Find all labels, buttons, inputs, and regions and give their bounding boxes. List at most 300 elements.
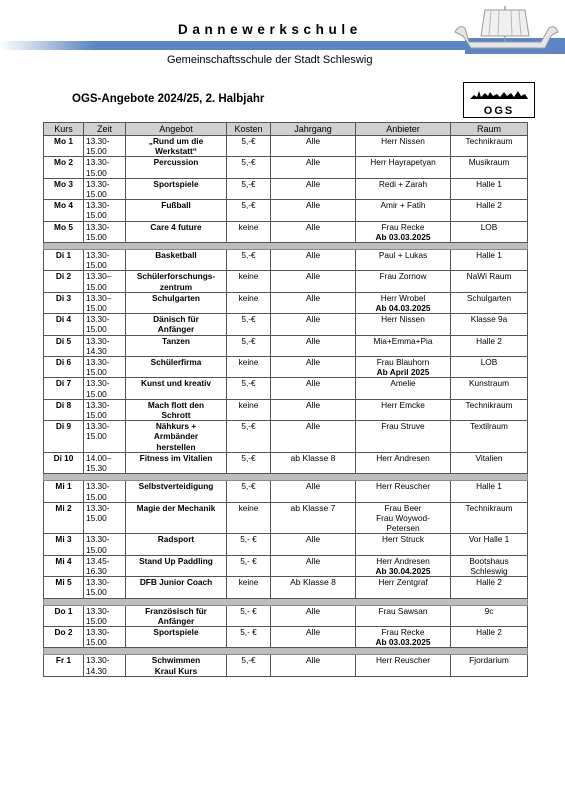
time-line: 14.30: [86, 665, 107, 676]
time-line: 13.30-: [86, 502, 110, 513]
course-id: Do 1: [44, 605, 84, 626]
offer-line: Nähkurs +: [155, 421, 197, 432]
course-provider: [356, 655, 451, 676]
course-time: [84, 178, 126, 199]
course-cost: keine: [227, 221, 271, 242]
provider-line: Herr Andresen: [376, 452, 430, 463]
course-time: [84, 452, 126, 473]
time-line: 13.30–: [86, 271, 112, 282]
time-line: 15.00: [86, 260, 107, 271]
table-row: [44, 626, 528, 647]
table-row: [44, 335, 528, 356]
provider-line: Frau Zornow: [379, 271, 427, 282]
time-line: 15.00: [86, 146, 107, 157]
time-line: 13.30-: [86, 378, 110, 389]
time-line: 14.30: [86, 345, 107, 356]
course-time: [84, 399, 126, 420]
course-grade: Alle: [271, 534, 356, 555]
time-line: 13.30-: [86, 605, 110, 616]
time-line: 15.00: [86, 231, 107, 242]
course-room: [451, 271, 528, 292]
course-provider: [356, 271, 451, 292]
course-time: [84, 357, 126, 378]
separator-cell: [44, 243, 528, 250]
course-offer: [126, 314, 227, 335]
time-line: 15.00: [86, 167, 107, 178]
offer-line: DFB Junior Coach: [139, 577, 213, 588]
room-line: Schulgarten: [466, 292, 512, 303]
table-row: [44, 481, 528, 502]
table-row: [44, 378, 528, 399]
course-time: [84, 534, 126, 555]
table-row: [44, 399, 528, 420]
course-grade: Alle: [271, 357, 356, 378]
course-cost: 5,-€: [227, 378, 271, 399]
course-grade: Alle: [271, 157, 356, 178]
course-id: Mi 1: [44, 481, 84, 502]
offer-line: „Rund um die: [148, 136, 204, 146]
course-grade: Alle: [271, 399, 356, 420]
course-grade: Alle: [271, 178, 356, 199]
header-band: [0, 41, 470, 50]
day-separator: [44, 474, 528, 481]
course-cost: 5,- €: [227, 626, 271, 647]
course-room: [451, 357, 528, 378]
table-row: [44, 221, 528, 242]
time-line: 15.00: [86, 410, 107, 421]
room-line: Klasse 9a: [470, 314, 508, 325]
time-line: 13.30-: [86, 335, 110, 346]
time-line: 15.00: [86, 281, 107, 292]
room-line: Halle 1: [476, 250, 502, 261]
provider-start-note: Ab 03.03.2025: [375, 231, 431, 242]
course-cost: 5,-€: [227, 178, 271, 199]
course-room: [451, 655, 528, 676]
course-room: [451, 136, 528, 157]
ogs-logo-text: OGS: [483, 105, 515, 117]
course-offer: [126, 399, 227, 420]
course-time: [84, 655, 126, 676]
course-room: [451, 157, 528, 178]
offer-line: Schulgarten: [152, 292, 200, 303]
time-line: 13.30-: [86, 655, 110, 666]
course-offer: [126, 555, 227, 576]
provider-line: Frau Blauhorn: [376, 357, 430, 368]
room-line: Technikraum: [465, 502, 513, 513]
offer-line: Schülerfirma: [150, 357, 202, 368]
course-offer: [126, 357, 227, 378]
time-line: 13.30-: [86, 221, 110, 232]
course-grade: Alle: [271, 314, 356, 335]
room-line: LOB: [480, 357, 498, 368]
provider-line: Frau Woywod-: [376, 512, 430, 523]
column-header: Anbieter: [356, 123, 451, 136]
course-id: Di 10: [44, 452, 84, 473]
column-header: Zeit: [84, 123, 126, 136]
course-grade: Alle: [271, 250, 356, 271]
time-line: 15.00: [86, 544, 107, 555]
ogs-skyline-icon: [464, 83, 534, 117]
course-grade: Alle: [271, 271, 356, 292]
course-room: [451, 555, 528, 576]
provider-line: Herr Nissen: [381, 136, 425, 146]
course-id: Mo 3: [44, 178, 84, 199]
room-line: NaWi Raum: [466, 271, 512, 282]
course-cost: 5,-€: [227, 335, 271, 356]
course-id: Di 4: [44, 314, 84, 335]
time-line: 13.30-: [86, 157, 110, 168]
room-line: Vor Halle 1: [468, 534, 510, 545]
course-time: [84, 221, 126, 242]
column-header: Angebot: [126, 123, 227, 136]
course-room: [451, 221, 528, 242]
course-provider: [356, 421, 451, 453]
course-id: Mo 4: [44, 200, 84, 221]
room-line: Fjordarium: [469, 655, 509, 666]
offer-line: Schrott: [161, 410, 191, 421]
document-title: OGS-Angebote 2024/25, 2. Halbjahr: [72, 93, 265, 105]
time-line: 15.00: [86, 615, 107, 626]
room-line: Schleswig: [470, 565, 508, 576]
table-row: [44, 577, 528, 598]
provider-start-note: Ab April 2025: [376, 367, 430, 378]
provider-line: Amelie: [390, 378, 416, 389]
provider-line: Frau Struve: [381, 421, 425, 432]
course-time: [84, 577, 126, 598]
provider-start-note: Ab 03.03.2025: [375, 637, 431, 648]
time-line: 13.30-: [86, 357, 110, 368]
school-subtitle: Gemeinschaftsschule der Stadt Schleswig: [167, 54, 373, 66]
course-grade: ab Klasse 7: [271, 502, 356, 534]
course-room: [451, 481, 528, 502]
provider-line: Paul + Lukas: [378, 250, 428, 261]
course-grade: Alle: [271, 200, 356, 221]
course-provider: [356, 157, 451, 178]
room-line: Halle 2: [476, 200, 502, 211]
course-offer: [126, 292, 227, 313]
course-room: [451, 250, 528, 271]
course-id: Di 6: [44, 357, 84, 378]
course-offer: [126, 626, 227, 647]
course-time: [84, 314, 126, 335]
course-offer: [126, 502, 227, 534]
offer-line: Französisch für: [145, 605, 207, 616]
course-provider: [356, 577, 451, 598]
provider-line: Herr Hayrapetyan: [370, 157, 436, 168]
time-line: 13.30-: [86, 200, 110, 211]
table-row: [44, 502, 528, 534]
course-provider: [356, 534, 451, 555]
course-provider: [356, 481, 451, 502]
school-name: Dannewerkschule: [178, 22, 362, 37]
time-line: 15.00: [86, 210, 107, 221]
course-provider: [356, 335, 451, 356]
provider-line: Redi + Zarah: [378, 178, 428, 189]
offer-line: Magie der Mechanik: [136, 502, 216, 513]
course-provider: [356, 605, 451, 626]
viking-ship-logo: [445, 2, 565, 54]
room-line: Technikraum: [465, 136, 513, 146]
course-offer: [126, 221, 227, 242]
offer-line: Selbstverteidigung: [138, 481, 214, 492]
offer-line: Care 4 future: [150, 221, 202, 232]
day-separator: [44, 243, 528, 250]
table-row: [44, 250, 528, 271]
course-grade: Alle: [271, 335, 356, 356]
course-cost: 5,- €: [227, 605, 271, 626]
table-row: [44, 655, 528, 676]
time-line: 16.30: [86, 565, 107, 576]
course-offer: [126, 271, 227, 292]
room-line: Halle 2: [476, 577, 502, 588]
separator-cell: [44, 474, 528, 481]
provider-line: Herr Struck: [382, 534, 424, 545]
course-room: [451, 292, 528, 313]
course-id: Mi 5: [44, 577, 84, 598]
time-line: 13.45-: [86, 555, 110, 566]
offer-line: Radsport: [157, 534, 195, 545]
course-id: Di 2: [44, 271, 84, 292]
time-line: 15.00: [86, 324, 107, 335]
course-room: [451, 577, 528, 598]
offer-line: Fußball: [161, 200, 191, 211]
time-line: 13.30-: [86, 399, 110, 410]
offer-line: Basketball: [155, 250, 197, 261]
time-line: 13.30-: [86, 136, 110, 146]
offer-line: Sportspiele: [153, 178, 199, 189]
table-row: [44, 605, 528, 626]
room-line: Bootshaus: [469, 555, 509, 566]
offer-line: Anfänger: [157, 324, 195, 335]
course-id: Mi 4: [44, 555, 84, 576]
provider-line: Herr Wrobel: [380, 292, 426, 303]
course-cost: keine: [227, 502, 271, 534]
course-time: [84, 605, 126, 626]
time-line: 13.30-: [86, 250, 110, 261]
provider-line: Herr Nissen: [381, 314, 425, 325]
table-row: [44, 200, 528, 221]
time-line: 13.30-: [86, 626, 110, 637]
course-time: [84, 200, 126, 221]
course-provider: [356, 178, 451, 199]
provider-line: Herr Emcke: [381, 399, 425, 410]
table-header-row: [44, 123, 528, 136]
offer-line: Sportspiele: [153, 626, 199, 637]
table-row: [44, 452, 528, 473]
course-time: [84, 250, 126, 271]
course-provider: [356, 292, 451, 313]
offer-line: Schwimmen: [151, 655, 201, 666]
offer-line: Percussion: [153, 157, 199, 168]
course-time: [84, 421, 126, 453]
room-line: Kunstraum: [468, 378, 510, 389]
provider-start-note: Ab 04.03.2025: [375, 303, 431, 314]
table-row: [44, 534, 528, 555]
offer-line: Stand Up Paddling: [139, 555, 213, 566]
time-line: 15.00: [86, 189, 107, 200]
table-row: [44, 136, 528, 157]
course-provider: [356, 221, 451, 242]
course-grade: Alle: [271, 481, 356, 502]
time-line: 15.00: [86, 491, 107, 502]
time-line: 15.00: [86, 637, 107, 648]
table-row: [44, 157, 528, 178]
provider-line: Frau Sawsan: [378, 605, 428, 616]
provider-line: Mia+Emma+Pia: [373, 335, 433, 346]
offer-line: herstellen: [156, 441, 196, 452]
offer-line: Anfänger: [157, 615, 195, 626]
table-body: [44, 136, 528, 677]
separator-cell: [44, 648, 528, 655]
course-grade: ab Klasse 8: [271, 452, 356, 473]
time-line: 15.00: [86, 388, 107, 399]
time-line: 15.00: [86, 303, 107, 314]
course-id: Di 5: [44, 335, 84, 356]
room-line: Halle 1: [476, 178, 502, 189]
column-header: Kosten: [227, 123, 271, 136]
provider-line: Petersen: [386, 523, 420, 534]
offer-line: Werkstatt“: [155, 146, 197, 157]
course-room: [451, 605, 528, 626]
column-header: Raum: [451, 123, 528, 136]
course-provider: [356, 555, 451, 576]
course-id: Mi 2: [44, 502, 84, 534]
course-offer: [126, 250, 227, 271]
course-id: Di 7: [44, 378, 84, 399]
time-line: 13.30-: [86, 534, 110, 545]
course-cost: 5,-€: [227, 452, 271, 473]
course-cost: 5,-€: [227, 481, 271, 502]
time-line: 15.00: [86, 431, 107, 442]
time-line: 13.30-: [86, 577, 110, 588]
room-line: Musikraum: [468, 157, 510, 168]
time-line: 15.30: [86, 463, 107, 474]
course-time: [84, 292, 126, 313]
course-time: [84, 481, 126, 502]
table-row: [44, 178, 528, 199]
time-line: 15.00: [86, 512, 107, 523]
course-provider: [356, 136, 451, 157]
course-time: [84, 555, 126, 576]
time-line: 14.00–: [86, 452, 112, 463]
course-grade: Ab Klasse 8: [271, 577, 356, 598]
course-cost: 5,-€: [227, 250, 271, 271]
course-cost: keine: [227, 577, 271, 598]
course-provider: [356, 378, 451, 399]
course-room: [451, 399, 528, 420]
course-room: [451, 626, 528, 647]
course-offer: [126, 157, 227, 178]
course-provider: [356, 357, 451, 378]
course-room: [451, 452, 528, 473]
course-room: [451, 378, 528, 399]
course-id: Di 3: [44, 292, 84, 313]
day-separator: [44, 598, 528, 605]
course-time: [84, 335, 126, 356]
course-grade: Alle: [271, 221, 356, 242]
room-line: Halle 1: [476, 481, 502, 492]
provider-line: Frau Recke: [381, 221, 425, 232]
offer-line: Kraul Kurs: [154, 665, 198, 676]
course-offer: [126, 534, 227, 555]
course-offer: [126, 200, 227, 221]
course-time: [84, 502, 126, 534]
room-line: LOB: [480, 221, 498, 232]
offer-line: Dänisch für: [153, 314, 199, 325]
course-offer: [126, 335, 227, 356]
ogs-logo: [463, 82, 535, 118]
table-row: [44, 271, 528, 292]
course-provider: [356, 452, 451, 473]
course-id: Mo 5: [44, 221, 84, 242]
provider-line: Herr Reuscher: [376, 655, 430, 666]
offer-line: Armbänder: [153, 431, 199, 442]
course-offer: [126, 452, 227, 473]
course-room: [451, 534, 528, 555]
course-grade: Alle: [271, 292, 356, 313]
course-room: [451, 502, 528, 534]
course-offer: [126, 481, 227, 502]
offer-line: Tanzen: [162, 335, 190, 346]
course-grade: Alle: [271, 555, 356, 576]
course-room: [451, 178, 528, 199]
course-cost: 5,-€: [227, 421, 271, 453]
course-time: [84, 626, 126, 647]
course-room: [451, 200, 528, 221]
course-id: Di 8: [44, 399, 84, 420]
course-offer: [126, 577, 227, 598]
provider-line: Amir + Fatih: [380, 200, 426, 211]
course-grade: Alle: [271, 605, 356, 626]
table-row: [44, 555, 528, 576]
course-grade: Alle: [271, 626, 356, 647]
offer-line: Mach flott den: [147, 399, 205, 410]
offer-line: Fitness im Vitalien: [139, 452, 213, 463]
offer-line: zentrum: [159, 281, 193, 292]
course-time: [84, 136, 126, 157]
room-line: Textilraum: [470, 421, 508, 432]
course-cost: 5,-€: [227, 200, 271, 221]
course-id: Do 2: [44, 626, 84, 647]
course-id: Mo 1: [44, 136, 84, 157]
column-header: Kurs: [44, 123, 84, 136]
course-id: Mi 3: [44, 534, 84, 555]
course-grade: Alle: [271, 136, 356, 157]
course-offer: [126, 655, 227, 676]
table-row: [44, 357, 528, 378]
course-grade: Alle: [271, 655, 356, 676]
room-line: Halle 2: [476, 335, 502, 346]
column-header: Jahrgang: [271, 123, 356, 136]
course-grade: Alle: [271, 421, 356, 453]
table-row: [44, 292, 528, 313]
room-line: Vitalien: [475, 452, 503, 463]
time-line: 13.30-: [86, 481, 110, 492]
course-offer: [126, 178, 227, 199]
course-offer: [126, 136, 227, 157]
course-cost: keine: [227, 357, 271, 378]
course-grade: Alle: [271, 378, 356, 399]
course-cost: keine: [227, 271, 271, 292]
table-row: [44, 421, 528, 453]
course-offer: [126, 421, 227, 453]
course-room: [451, 421, 528, 453]
time-line: 15.00: [86, 587, 107, 598]
offer-line: Schülerforschungs-: [136, 271, 216, 282]
table-row: [44, 314, 528, 335]
course-time: [84, 157, 126, 178]
course-time: [84, 378, 126, 399]
